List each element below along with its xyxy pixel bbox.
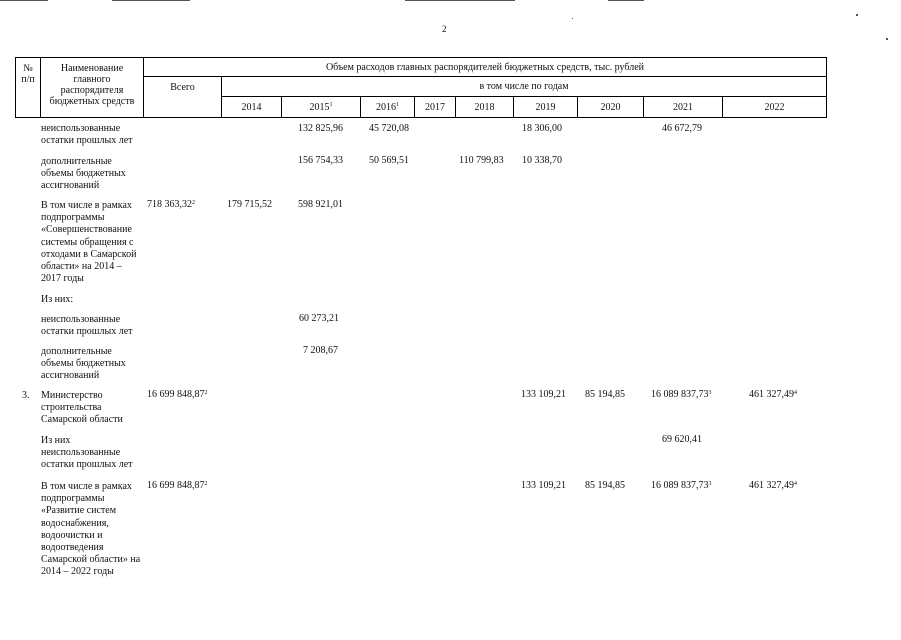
cell-2015: 132 825,96	[298, 123, 343, 134]
cell-2021: 69 620,41	[662, 434, 702, 445]
scan-mark	[0, 0, 48, 1]
row-label: дополнительные объемы бюджетных ассигнований	[41, 156, 126, 192]
cell-2022: 461 327,49$^4$	[749, 480, 797, 491]
scan-dot	[886, 38, 888, 40]
scan-dot	[572, 18, 573, 19]
cell-2019: 133 109,21	[521, 389, 566, 400]
row-number: 3.	[22, 390, 30, 401]
row-label: В том числе в рамках подпрограммы «Развитие систем водоснабжения, водоочистки и водоотведения Самарской области» на 2014 – 2022 годы	[41, 481, 141, 578]
row-label: Из них:	[41, 294, 74, 305]
row-label: дополнительные объемы бюджетных ассигнований	[41, 346, 126, 382]
cell-2021: 16 089 837,73$^3$	[651, 389, 712, 400]
cell-2021: 16 089 837,73$^3$	[651, 480, 712, 491]
header-year-2020: 2020	[577, 96, 644, 118]
row-label: Из них неиспользованные остатки прошлых лет	[41, 435, 133, 471]
header-year-2015: 2015 $^1$	[281, 96, 361, 118]
header-by-years: в том числе по годам	[221, 76, 827, 97]
header-year-2021: 2021	[643, 96, 723, 118]
cell-total: 16 699 848,87$^2$	[147, 480, 208, 491]
cell-2022: 461 327,49$^4$	[749, 389, 797, 400]
scan-dot	[856, 14, 858, 16]
header-year-2022: 2022	[722, 96, 827, 118]
cell-2016: 50 569,51	[369, 155, 409, 166]
cell-2019: 18 306,00	[522, 123, 562, 134]
row-label: В том числе в рамках подпрограммы «Совершенствование системы обращения с отходами в Самарской области» на 2014 – 2017 годы	[41, 200, 137, 285]
cell-2015: 7 208,67	[303, 345, 338, 356]
cell-2015: 156 754,33	[298, 155, 343, 166]
scan-mark	[112, 0, 190, 1]
header-name: Наименование главного распорядителя бюджетных средств	[40, 57, 144, 118]
row-label: Министерство строительства Самарской области	[41, 390, 123, 426]
cell-total: 718 363,32$^2$	[147, 199, 195, 210]
header-year-2016: 2016 $^1$	[360, 96, 415, 118]
header-year-2018: 2018	[455, 96, 514, 118]
cell-2020: 85 194,85	[585, 389, 625, 400]
header-volume: Объем расходов главных распорядителей бюджетных средств, тыс. рублей	[143, 57, 827, 77]
cell-total: 16 699 848,87$^2$	[147, 389, 208, 400]
cell-2019: 133 109,21	[521, 480, 566, 491]
row-label: неиспользованные остатки прошлых лет	[41, 123, 133, 147]
page-number: 2	[442, 24, 447, 34]
header-year-2014: 2014	[221, 96, 282, 118]
scan-mark	[608, 0, 644, 1]
cell-2016: 45 720,08	[369, 123, 409, 134]
cell-2019: 10 338,70	[522, 155, 562, 166]
cell-2014: 179 715,52	[227, 199, 272, 210]
cell-2020: 85 194,85	[585, 480, 625, 491]
row-label: неиспользованные остатки прошлых лет	[41, 314, 133, 338]
header-no: № п/п	[15, 57, 41, 118]
cell-2021: 46 672,79	[662, 123, 702, 134]
cell-2018: 110 799,83	[459, 155, 504, 166]
scan-mark	[405, 0, 515, 1]
header-total: Всего	[143, 76, 222, 118]
header-year-2017: 2017	[414, 96, 456, 118]
header-year-2019: 2019	[513, 96, 578, 118]
cell-2015: 60 273,21	[299, 313, 339, 324]
cell-2015: 598 921,01	[298, 199, 343, 210]
